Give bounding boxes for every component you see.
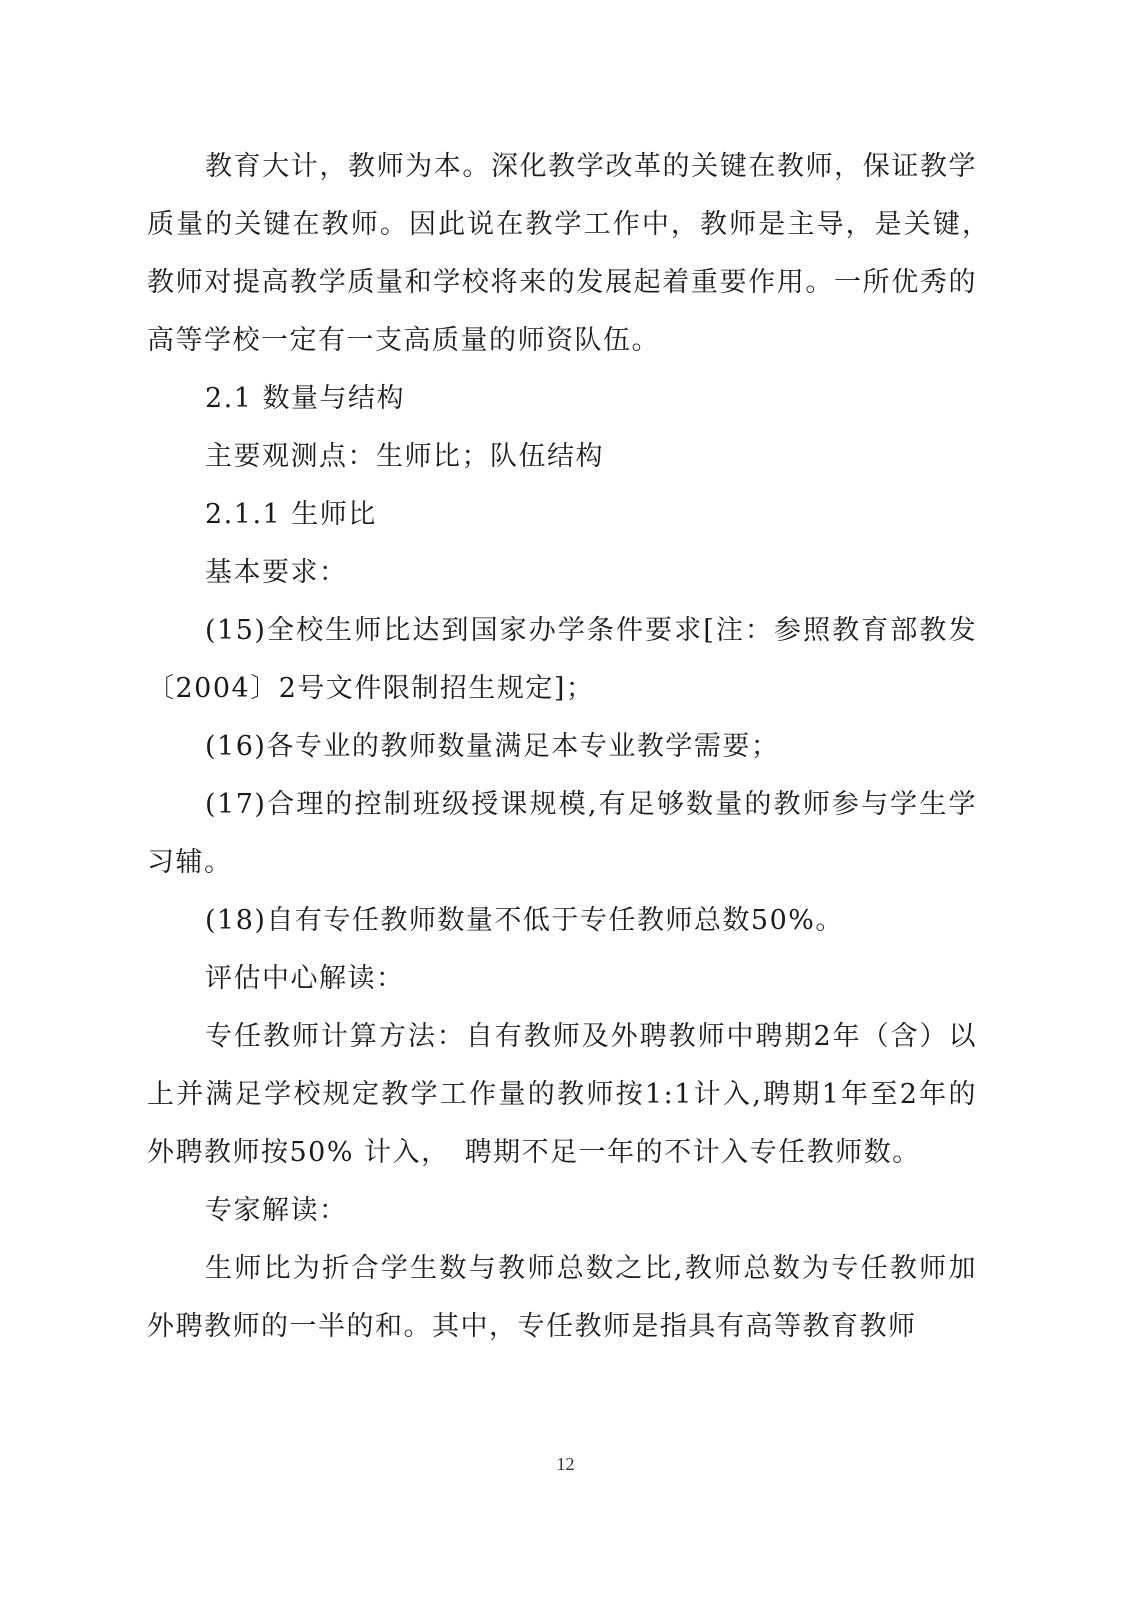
section-heading-2-1-1: 2.1.1 生师比 <box>205 499 377 530</box>
requirement-15: (15)全校生师比达到国家办学条件要求[注：参照教育部教发〔2004〕2号文件限制招生规定]； <box>147 615 977 704</box>
requirement-17: (17)合理的控制班级授课规模,有足够数量的教师参与学生学习辅。 <box>147 789 977 878</box>
requirement-16: (16)各专业的教师数量满足本专业教学需要； <box>205 731 780 762</box>
observation-points: 主要观测点：生师比；队伍结构 <box>205 441 604 472</box>
expert-label: 专家解读： <box>205 1195 348 1226</box>
expert-text: 生师比为折合学生数与教师总数之比,教师总数为专任教师加外聘教师的一半的和。其中，专任教师是指具有高等教育教师 <box>147 1253 977 1342</box>
page-number: 12 <box>556 1454 575 1474</box>
paragraph-intro: 教育大计，教师为本。深化教学改革的关键在教师，保证教学质量的关键在教师。因此说在教学工作中，教师是主导，是关键， 教师对提高教学质量和学校将来的发展起着重要作用。一所优秀的高等学校一定有一支高质量的师资队伍。 <box>147 151 1006 356</box>
section-heading-2-1: 2.1 数量与结构 <box>205 383 406 414</box>
requirement-18: (18)自有专任教师数量不低于专任教师总数50%。 <box>205 905 844 936</box>
assessment-center-label: 评估中心解读： <box>205 963 405 994</box>
basic-requirements-label: 基本要求： <box>205 557 348 588</box>
assessment-center-text: 专任教师计算方法：自有教师及外聘教师中聘期2年（含）以上并满足学校规定教学工作量的教师按1:1计入,聘期1年至2年的外聘教师按50% 计入， 聘期不足一年的不计入专任教师数。 <box>147 1021 977 1168</box>
document-body <box>147 138 1006 1356</box>
